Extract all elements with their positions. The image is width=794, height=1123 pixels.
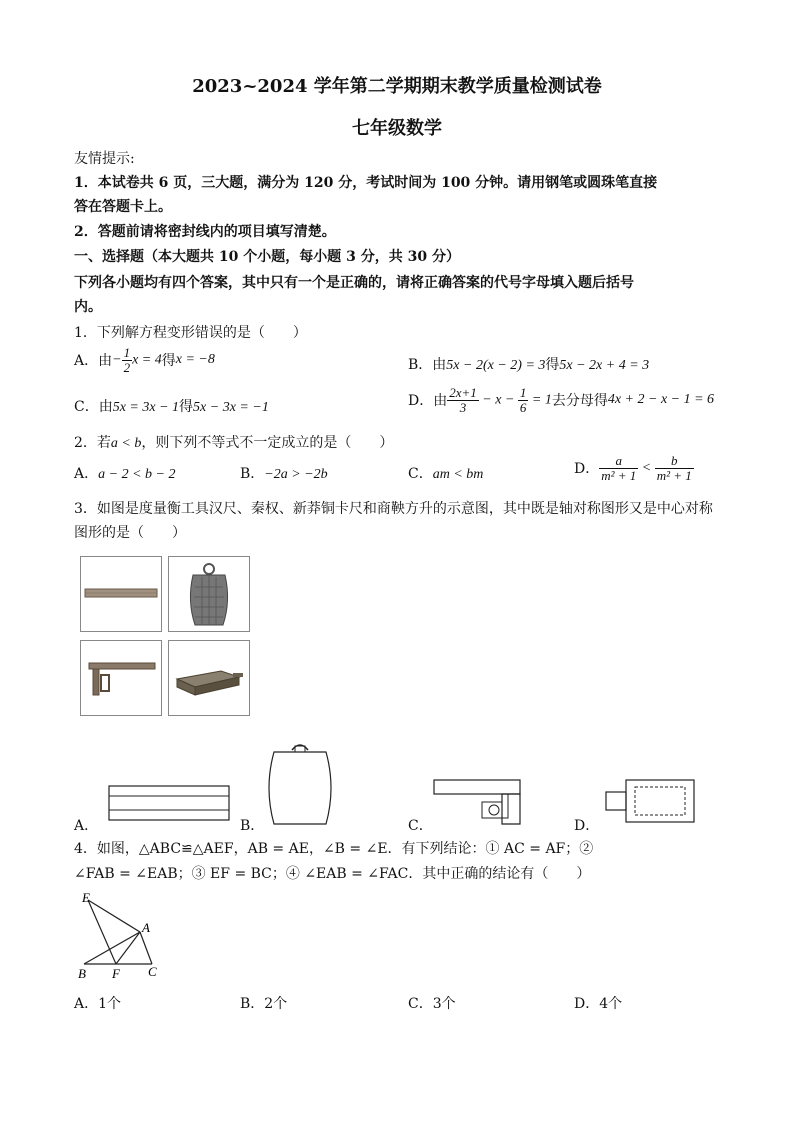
q1-option-b <box>408 354 649 374</box>
q1-d-eq2: 4x + 2 − x − 1 = 6 <box>607 392 715 408</box>
q2-a-text: a − 2 < b − 2 <box>98 467 176 482</box>
q4-option-a: A．1个 <box>74 996 122 1012</box>
exam-subtitle: 七年级数学 <box>352 118 442 139</box>
q4-option-b: B．2个 <box>240 996 288 1012</box>
q2-stem-cond: a < b <box>110 436 142 451</box>
q2-option-d <box>574 454 694 482</box>
tips-item2: 2．答题前请将密封线内的项目填写清楚。 <box>74 224 336 240</box>
q4-option-c: C．3个 <box>408 996 456 1012</box>
q1-b-eq1: 5x − 2(x − 2) = 3 <box>446 358 546 373</box>
q2-option-a <box>74 463 175 483</box>
tips-heading: 友情提示: <box>74 151 135 167</box>
q2-b-text: −2a > −2b <box>264 467 328 482</box>
q2-stem <box>74 432 393 452</box>
q2-a-label: A． <box>74 466 99 482</box>
label-F: F <box>112 966 120 981</box>
q3-stem-line2: 图形的是（ ） <box>74 525 186 541</box>
q2-option-c <box>408 463 483 483</box>
photo-bronze-caliper <box>80 640 162 716</box>
section1-instr-line1: 下列各小题均有四个答案，其中只有一个是正确的，请将正确答案的代号字母填入题后括号 <box>74 275 634 291</box>
q3-label-b: B． <box>240 818 265 834</box>
label-C: C <box>148 964 157 979</box>
q3-label-d: D． <box>574 818 600 834</box>
q2-d-expr: $\frac{a}{\text{m² + 1}}$ < $\frac{b}{\text{m² + 1}}$ <box>601 453 692 483</box>
q2-c-text: am < bm <box>432 467 484 482</box>
q3-stem-line1: 3．如图是度量衡工具汉尺、秦权、新莽铜卡尺和商鞅方升的示意图，其中既是轴对称图形又是中心对称 <box>74 501 713 517</box>
q1-d-eq1: $\frac{2x+1}{3}$ − x − $\frac{1}{6}$ = 1 <box>449 385 552 415</box>
q2-c-label: C． <box>408 466 433 482</box>
photo-han-ruler <box>80 556 162 632</box>
ruler-outline-icon <box>108 784 232 824</box>
label-B: B <box>78 966 86 981</box>
label-E: E <box>82 890 90 905</box>
q1-d-mid: 去分母得 <box>551 393 608 410</box>
tips-item1-line2: 答在答题卡上。 <box>74 199 172 215</box>
q1-a-eq1: − $\frac{1}{2}$ x = 4 <box>112 345 162 375</box>
q3-label-c: C． <box>408 818 433 834</box>
q3-label-a: A． <box>74 818 99 834</box>
exam-title: 2023~2024 学年第二学期期末教学质量检测试卷 <box>192 76 602 97</box>
q2-b-label: B． <box>240 466 265 482</box>
measure-photo-icon <box>169 641 249 715</box>
q1-b-mid: 得 <box>545 357 560 373</box>
q1-a-label: A．由 <box>74 353 113 370</box>
ruler-photo-icon <box>81 557 161 631</box>
q4-stem-line1: 4．如图，△ABC≌△AEF，AB = AE，∠B = ∠E．有下列结论：① AC = AF；② <box>74 841 594 857</box>
q4-stem-line2: ∠FAB = ∠EAB；③ EF = BC；④ ∠EAB = ∠FAC．其中正确的结论有（ ） <box>74 866 591 882</box>
q1-option-a <box>74 346 215 374</box>
q2-d-label: D． <box>574 461 600 478</box>
q2-stem-post: ，则下列不等式不一定成立的是（ ） <box>141 435 394 451</box>
q1-option-c <box>74 396 269 416</box>
q2-stem-pre: 2．若 <box>74 435 111 451</box>
section1-instr-line2: 内。 <box>74 299 102 315</box>
measure-outline-icon <box>604 778 696 826</box>
q1-d-label: D．由 <box>408 393 448 410</box>
q1-b-eq2: 5x − 2x + 4 = 3 <box>559 358 650 373</box>
section1-heading: 一、选择题（本大题共 10 个小题，每小题 3 分，共 30 分） <box>74 249 460 265</box>
q4-option-d: D．4个 <box>574 996 623 1012</box>
photo-qin-weight <box>168 556 250 632</box>
caliper-outline-icon <box>432 778 524 828</box>
tips-item1-line1: 1．本试卷共 6 页，三大题，满分为 120 分，考试时间为 100 分钟。请用钢笔或圆珠笔直接 <box>74 175 658 191</box>
q2-option-b <box>240 463 328 483</box>
q1-a-mid: 得 <box>161 353 176 370</box>
q1-stem: 1．下列解方程变形错误的是（ ） <box>74 325 307 341</box>
weight-outline-icon <box>262 738 338 828</box>
photo-shang-yang-measure <box>168 640 250 716</box>
triangle-figure <box>76 888 166 984</box>
caliper-photo-icon <box>81 641 161 715</box>
q1-c-mid: 得 <box>179 399 194 415</box>
q1-a-eq2: x = −8 <box>175 352 215 368</box>
q1-c-eq2: 5x − 3x = −1 <box>193 400 269 415</box>
label-A: A <box>142 920 150 935</box>
q1-c-label: C．由 <box>74 399 113 415</box>
q1-option-d <box>408 386 714 414</box>
q1-b-label: B．由 <box>408 357 447 373</box>
q1-c-eq1: 5x = 3x − 1 <box>112 400 180 415</box>
weight-photo-icon <box>169 557 249 631</box>
